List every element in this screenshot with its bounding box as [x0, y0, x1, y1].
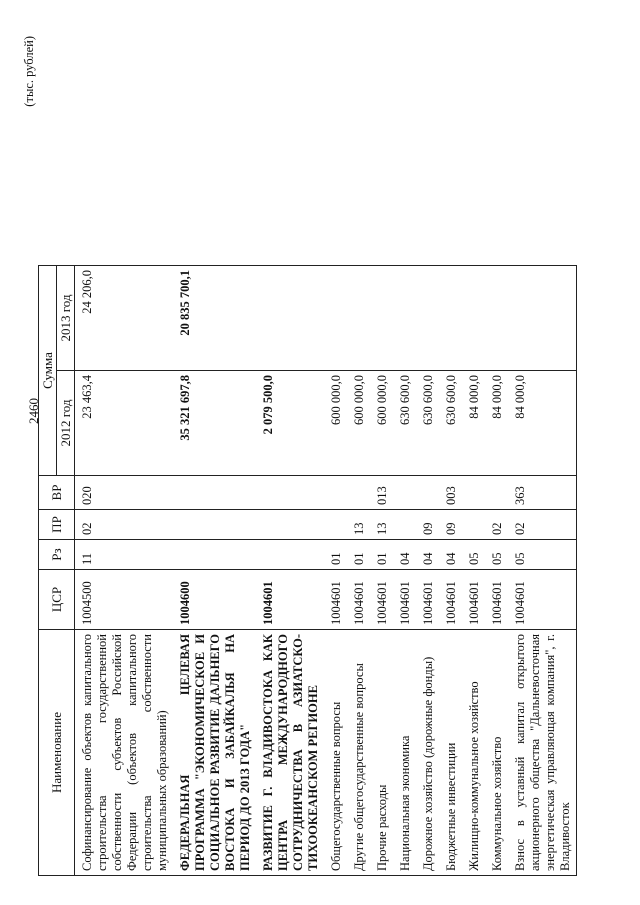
header-vr: ВР [39, 476, 75, 510]
row-pr: 02 [485, 510, 508, 540]
row-vr [393, 476, 416, 510]
page-number: 2460 [26, 398, 41, 424]
header-name: Наименование [39, 630, 75, 876]
row-pr [324, 510, 347, 540]
row-rz: 04 [439, 540, 462, 570]
row-name: Прочие расходы [370, 630, 393, 876]
row-vr [324, 476, 347, 510]
row-csr: 1004500 [75, 570, 174, 630]
row-vr: 013 [370, 476, 393, 510]
table-row [347, 266, 370, 876]
header-year-2013: 2013 год [57, 266, 75, 371]
row-sum-2013 [347, 266, 370, 371]
header-csr: ЦСР [39, 570, 75, 630]
row-sum-2013 [508, 266, 577, 371]
row-sum-2012: 23 463,4 [75, 371, 174, 476]
row-sum-2013 [393, 266, 416, 371]
table-row [439, 266, 462, 876]
row-pr: 09 [416, 510, 439, 540]
row-sum-2012: 84 000,0 [508, 371, 577, 476]
row-rz: 04 [393, 540, 416, 570]
table-row [370, 266, 393, 876]
row-sum-2013 [462, 266, 485, 371]
row-sum-2013 [324, 266, 347, 371]
row-csr: 1004601 [256, 570, 324, 630]
row-sum-2013: 24 206,0 [75, 266, 174, 371]
row-pr [173, 510, 256, 540]
row-csr: 1004601 [439, 570, 462, 630]
row-sum-2013: 20 835 700,1 [173, 266, 256, 371]
row-name: Общегосударственные вопросы [324, 630, 347, 876]
row-vr [485, 476, 508, 510]
row-name: РАЗВИТИЕ Г. ВЛАДИВОСТОКА КАК ЦЕНТРА МЕЖДУНАРОДНОГО СОТРУДНИЧЕСТВА В АЗИАТСКО-ТИХООКЕАНСКОМ РЕГИОНЕ [256, 630, 324, 876]
row-sum-2012: 84 000,0 [462, 371, 485, 476]
row-csr: 1004601 [462, 570, 485, 630]
budget-table [38, 265, 577, 876]
row-pr: 02 [75, 510, 174, 540]
row-rz: 04 [416, 540, 439, 570]
row-name: Бюджетные инвестиции [439, 630, 462, 876]
row-sum-2013 [256, 266, 324, 371]
row-vr: 020 [75, 476, 174, 510]
row-name: Взнос в уставный капитал открытого акционерного общества "Дальневосточная энергетическая управляющая компания", г. Владивосток [508, 630, 577, 876]
header-sum: Сумма [39, 266, 57, 476]
row-vr: 003 [439, 476, 462, 510]
row-rz: 01 [370, 540, 393, 570]
row-name: Другие общегосударственные вопросы [347, 630, 370, 876]
row-csr: 1004601 [393, 570, 416, 630]
row-rz: 01 [324, 540, 347, 570]
row-pr: 09 [439, 510, 462, 540]
table-row [256, 266, 324, 876]
row-pr [462, 510, 485, 540]
budget-table-page [22, 36, 612, 876]
row-vr [416, 476, 439, 510]
header-rz: Рз [39, 540, 75, 570]
row-name: Софинансирование объектов капитального строительства государственной собственности субъектов Российской Федерации (объектов капитального строительства собственности муниципальных образований) [75, 630, 174, 876]
table-row [75, 266, 174, 876]
row-pr [256, 510, 324, 540]
row-sum-2013 [370, 266, 393, 371]
header-year-2012: 2012 год [57, 371, 75, 476]
row-name: ФЕДЕРАЛЬНАЯ ЦЕЛЕВАЯ ПРОГРАММА "ЭКОНОМИЧЕСКОЕ И СОЦИАЛЬНОЕ РАЗВИТИЕ ДАЛЬНЕГО ВОСТОКА И ЗАБАЙКАЛЬЯ НА ПЕРИОД ДО 2013 ГОДА" [173, 630, 256, 876]
row-name: Национальная экономика [393, 630, 416, 876]
row-sum-2012: 630 600,0 [439, 371, 462, 476]
row-rz: 11 [75, 540, 174, 570]
row-sum-2012: 600 000,0 [370, 371, 393, 476]
row-name: Дорожное хозяйство (дорожные фонды) [416, 630, 439, 876]
unit-label: (тыс. рублей) [22, 36, 36, 107]
row-csr: 1004600 [173, 570, 256, 630]
row-rz: 05 [462, 540, 485, 570]
row-pr [393, 510, 416, 540]
row-sum-2012: 600 000,0 [347, 371, 370, 476]
header-pr: ПР [39, 510, 75, 540]
row-csr: 1004601 [370, 570, 393, 630]
table-row [393, 266, 416, 876]
row-vr: 363 [508, 476, 577, 510]
table-row [462, 266, 485, 876]
row-sum-2012: 84 000,0 [485, 371, 508, 476]
row-csr: 1004601 [508, 570, 577, 630]
row-sum-2013 [485, 266, 508, 371]
row-csr: 1004601 [416, 570, 439, 630]
row-name: Коммунальное хозяйство [485, 630, 508, 876]
row-csr: 1004601 [347, 570, 370, 630]
row-sum-2012: 2 079 500,0 [256, 371, 324, 476]
row-pr: 02 [508, 510, 577, 540]
row-name: Жилищно-коммунальное хозяйство [462, 630, 485, 876]
table-row [173, 266, 256, 876]
row-sum-2012: 35 321 697,8 [173, 371, 256, 476]
row-pr: 13 [347, 510, 370, 540]
table-row [485, 266, 508, 876]
table-row [508, 266, 577, 876]
row-csr: 1004601 [324, 570, 347, 630]
row-sum-2013 [416, 266, 439, 371]
row-vr [462, 476, 485, 510]
row-vr [256, 476, 324, 510]
row-rz: 01 [347, 540, 370, 570]
row-rz [173, 540, 256, 570]
table-row [416, 266, 439, 876]
row-sum-2013 [439, 266, 462, 371]
row-rz: 05 [508, 540, 577, 570]
row-pr: 13 [370, 510, 393, 540]
row-rz: 05 [485, 540, 508, 570]
row-sum-2012: 630 600,0 [393, 371, 416, 476]
row-vr [347, 476, 370, 510]
row-sum-2012: 600 000,0 [324, 371, 347, 476]
table-row [324, 266, 347, 876]
row-vr [173, 476, 256, 510]
row-sum-2012: 630 600,0 [416, 371, 439, 476]
row-csr: 1004601 [485, 570, 508, 630]
row-rz [256, 540, 324, 570]
